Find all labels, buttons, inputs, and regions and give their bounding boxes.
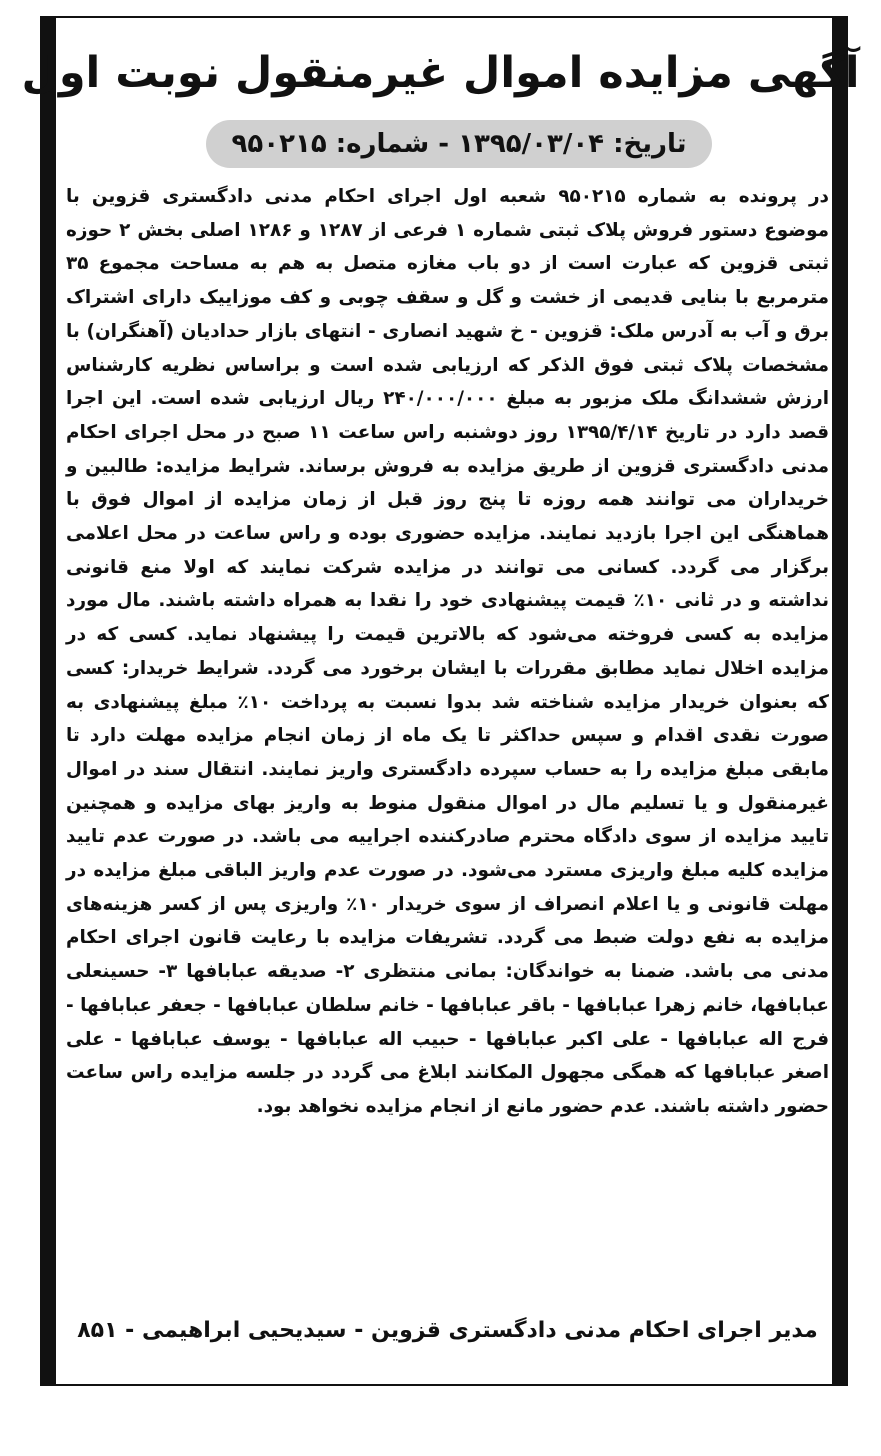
signature-line: مدیر اجرای احکام مدنی دادگستری قزوین - سیدیحیی ابراهیمی - ۸۵۱ [77,1318,818,1343]
right-frame-bar [832,18,846,1384]
notice-title: آگهی مزایده اموال غیرمنقول نوبت اول [21,48,860,98]
left-frame-bar [42,18,56,1384]
date-number-line: تاریخ: ۱۳۹۵/۰۳/۰۴ - شماره: ۹۵۰۲۱۵ [206,120,712,168]
notice-body: در پرونده به شماره ۹۵۰۲۱۵ شعبه اول اجرای احکام مدنی دادگستری قزوین با موضوع دستور فروش پلاک ثبتی شماره ۱ فرعی از ۱۲۸۷ و ۱۲۸۶ اصلی بخش ۲ حوزه ثبتی قزوین که عبارت است از دو باب مغازه متصل به هم به مساحت مجموع ۳۵ مترمربع با بنایی قدیمی از خشت و گل و سقف چوبی و کف موزاییک دارای اشتراک برق و آب به آدرس ملک: قزوین - خ شهید انصاری - انتهای بازار حدادیان (آهنگران) با مشخصات پلاک ثبتی فوق الذکر که ارزیابی شده است و براساس نظریه کارشناس ارزش ششدانگ ملک مزبور به مبلغ ۲۴۰/۰۰۰/۰۰۰ ریال ارزیابی شده است. این اجرا قصد دارد در تاریخ ۱۳۹۵/۴/۱۴ روز دوشنبه راس ساعت ۱۱ صبح در محل اجرای احکام مدنی دادگستری قزوین از طریق مزایده به فروش برساند. شرایط مزایده: طالبین و خریداران می توانند همه روزه تا پنج روز قبل از زمان مزایده از اموال فوق با هماهنگی این اجرا بازدید نمایند. مزایده حضوری بوده و راس ساعت در محل اعلامی برگزار می گردد. کسانی می توانند در مزایده شرکت نمایند که اولا منع قانونی نداشته و در ثانی ۱۰٪ قیمت پیشنهادی خود را نقدا به همراه داشته باشند. مال مورد مزایده به کسی فروخته می‌شود که بالاترین قیمت را پیشنهاد نماید. کسی که در مزایده اخلال نماید مطابق مقررات با ایشان برخورد می گردد. شرایط خریدار: کسی که بعنوان خریدار مزایده شناخته شد بدوا نسبت به پرداخت ۱۰٪ مبلغ پیشنهادی به صورت نقدی اقدام و سپس حداکثر تا یک ماه از زمان انجام مزایده مهلت دارد تا مابقی مبلغ مزایده را به حساب سپرده دادگستری واریز نمایند. انتقال سند در اموال غیرمنقول و یا تسلیم مال در اموال منقول منوط به واریز بهای مزایده و همچنین تایید مزایده از سوی دادگاه محترم صادرکننده اجراییه می باشد. در صورت عدم تایید مزایده کلیه مبلغ واریزی مسترد می‌شود. در صورت عدم واریز الباقی مبلغ مزایده در مهلت قانونی و یا اعلام انصراف از سوی خریدار ۱۰٪ واریزی پس از کسر هزینه‌های مزایده به نفع دولت ضبط می گردد. تشریفات مزایده با رعایت قانون اجرای احکام مدنی می باشد. ضمنا به خواندگان: بمانی منتظری ۲- صدیقه عبابافها ۳- حسینعلی عبابافها، خانم زهرا عبابافها - باقر عبابافها - خانم سلطان عبابافها - جعفر عبابافها - فرج اله عبابافها - علی اکبر عبابافها - حبیب اله عبابافها - یوسف عبابافها - علی اصغر عبابافها که همگی مجهول المکانند ابلاغ می گردد در جلسه مزایده راس ساعت حضور داشته باشند. عدم حضور مانع از انجام مزایده نخواهد بود. [66,186,830,1117]
